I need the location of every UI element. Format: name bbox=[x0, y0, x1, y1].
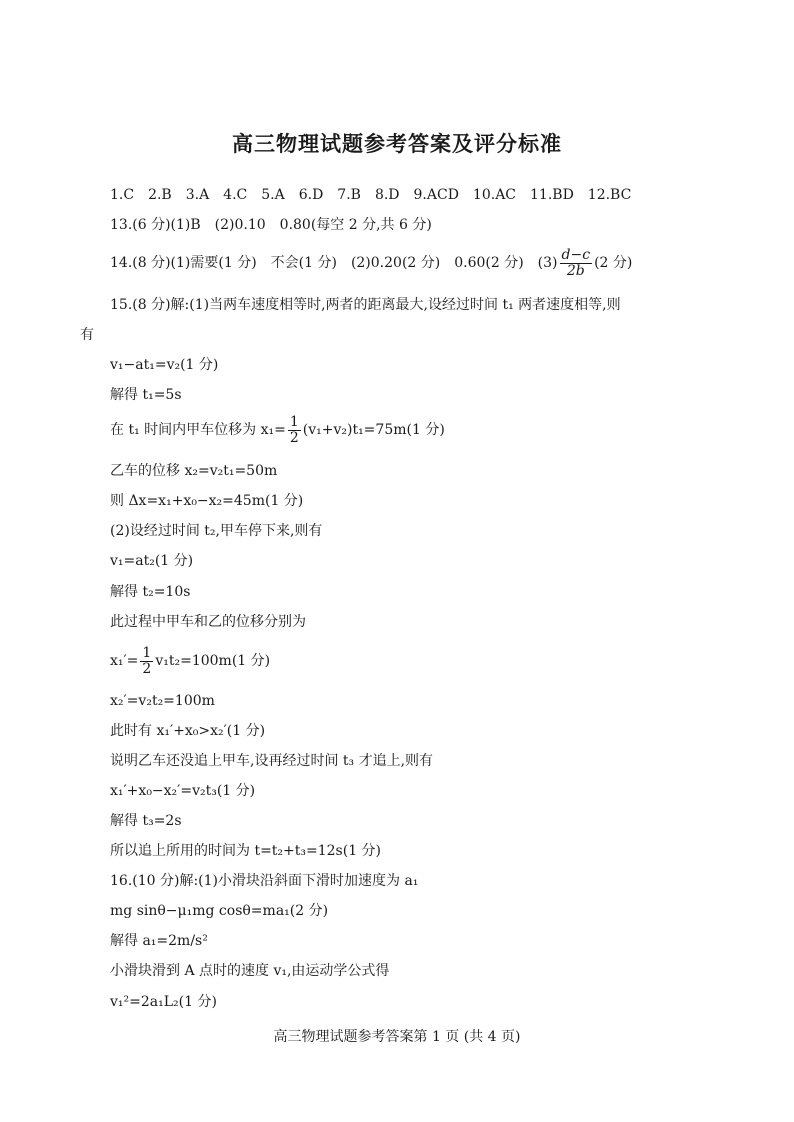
q15-line-12-rest: v₁t₂=100m(1 分) bbox=[155, 653, 271, 669]
q15-line-4: 解得 t₁=5s bbox=[110, 387, 182, 403]
q15-line-16: x₁′+x₀−x₂′=v₂t₃(1 分) bbox=[110, 783, 256, 799]
q15-line-14: 此时有 x₁′+x₀>x₂′(1 分) bbox=[110, 723, 266, 739]
q15-line-5-text: 在 t₁ 时间内甲车位移为 x₁= bbox=[110, 422, 286, 438]
q14-answer bbox=[110, 246, 632, 280]
half-fraction bbox=[288, 415, 301, 446]
q16-line-2: mg sinθ−μ₁mg cosθ=ma₁(2 分) bbox=[110, 903, 329, 919]
q15-line-5-rest: (v₁+v₂)t₁=75m(1 分) bbox=[302, 422, 445, 438]
page-footer: 高三物理试题参考答案第 1 页 (共 4 页) bbox=[273, 1029, 521, 1045]
q15-line-12-text: x₁′= bbox=[110, 653, 139, 669]
q14-fraction-denominator: 2b bbox=[566, 262, 585, 279]
q14-fraction-numerator: d−c bbox=[561, 246, 591, 263]
q16-line-1: 16.(10 分)解:(1)小滑块沿斜面下滑时加速度为 a₁ bbox=[110, 873, 419, 889]
q15-line-1: 15.(8 分)解:(1)当两车速度相等时,两者的距离最大,设经过时间 t₁ 两者速度相等,则 bbox=[110, 297, 621, 313]
q15-line-5 bbox=[110, 413, 445, 447]
multiple-choice-answers: 1.C 2.B 3.A 4.C 5.A 6.D 7.B 8.D 9.ACD 10.AC 11.BD 12.BC bbox=[110, 187, 632, 203]
q15-line-10: 解得 t₂=10s bbox=[110, 584, 191, 600]
q15-line-3: v₁−at₁=v₂(1 分) bbox=[110, 357, 219, 373]
half-fraction bbox=[140, 646, 153, 677]
page-title: 高三物理试题参考答案及评分标准 bbox=[232, 132, 562, 156]
q15-line-6: 乙车的位移 x₂=v₂t₁=50m bbox=[110, 463, 278, 479]
half-fraction-numerator: 1 bbox=[142, 644, 152, 661]
q15-line-15: 说明乙车还没追上甲车,设再经过时间 t₃ 才追上,则有 bbox=[110, 753, 434, 769]
q14-text: 14.(8 分)(1)需要(1 分) 不会(1 分) (2)0.20(2 分) 0.60(2 分) (3) bbox=[110, 255, 558, 271]
q16-line-4: 小滑块滑到 A 点时的速度 v₁,由运动学公式得 bbox=[110, 963, 390, 979]
q15-line-12 bbox=[110, 644, 270, 678]
half-fraction-denominator: 2 bbox=[142, 660, 152, 677]
q14-fraction bbox=[560, 248, 593, 279]
q16-line-3: 解得 a₁=2m/s² bbox=[110, 933, 208, 949]
q15-line-9: v₁=at₂(1 分) bbox=[110, 553, 194, 569]
q16-line-5: v₁²=2a₁L₂(1 分) bbox=[110, 994, 217, 1010]
q14-score: (2 分) bbox=[594, 255, 633, 271]
q15-line-8: (2)设经过时间 t₂,甲车停下来,则有 bbox=[110, 523, 323, 539]
q13-answer: 13.(6 分)(1)B (2)0.10 0.80(每空 2 分,共 6 分) bbox=[110, 217, 432, 233]
q15-line-13: x₂′=v₂t₂=100m bbox=[110, 693, 215, 709]
q15-line-11: 此过程中甲车和乙的位移分别为 bbox=[110, 614, 306, 630]
half-fraction-denominator: 2 bbox=[289, 429, 299, 446]
q15-line-2: 有 bbox=[80, 327, 94, 343]
half-fraction-numerator: 1 bbox=[289, 413, 299, 430]
q15-line-7: 则 Δx=x₁+x₀−x₂=45m(1 分) bbox=[110, 493, 304, 509]
q15-line-18: 所以追上所用的时间为 t=t₂+t₃=12s(1 分) bbox=[110, 843, 382, 859]
q15-line-17: 解得 t₃=2s bbox=[110, 813, 182, 829]
